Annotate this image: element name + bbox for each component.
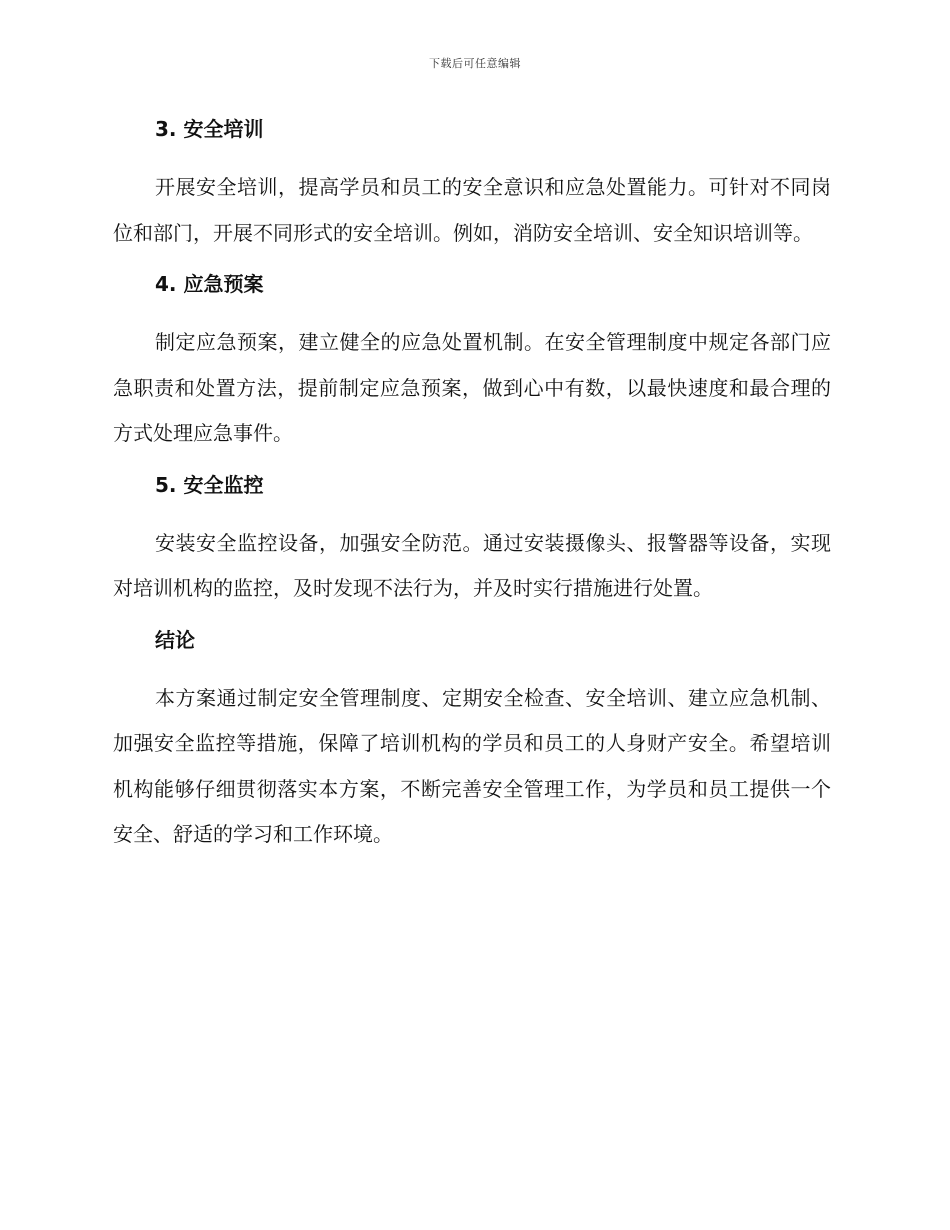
header-note: 下载后可任意编辑 xyxy=(429,57,521,70)
section-paragraph-conclusion: 本方案通过制定安全管理制度、定期安全检查、安全培训、建立应急机制、加强安全监控等措施，保障了培训机构的学员和员工的人身财产安全。希望培训机构能够仔细贯彻落实本方案，不断完善安全管理工作，为学员和员工提供一个安全、舒适的学习和工作环境。 xyxy=(113,685,831,846)
section-heading-safety-monitoring: 5. 安全监控 xyxy=(155,472,264,497)
section-paragraph-emergency-plan: 制定应急预案，建立健全的应急处置机制。在安全管理制度中规定各部门应急职责和处置方法，提前制定应急预案，做到心中有数，以最快速度和最合理的方式处理应急事件。 xyxy=(113,330,831,445)
section-paragraph-safety-training: 开展安全培训，提高学员和员工的安全意识和应急处置能力。可针对不同岗位和部门，开展不同形式的安全培训。例如，消防安全培训、安全知识培训等。 xyxy=(113,175,831,245)
section-heading-conclusion: 结论 xyxy=(155,627,195,652)
section-paragraph-safety-monitoring: 安装安全监控设备，加强安全防范。通过安装摄像头、报警器等设备，实现对培训机构的监控，及时发现不法行为，并及时实行措施进行处置。 xyxy=(113,530,831,600)
section-heading-safety-training: 3. 安全培训 xyxy=(155,117,264,141)
document-body xyxy=(113,114,831,858)
section-heading-emergency-plan: 4. 应急预案 xyxy=(155,272,264,296)
